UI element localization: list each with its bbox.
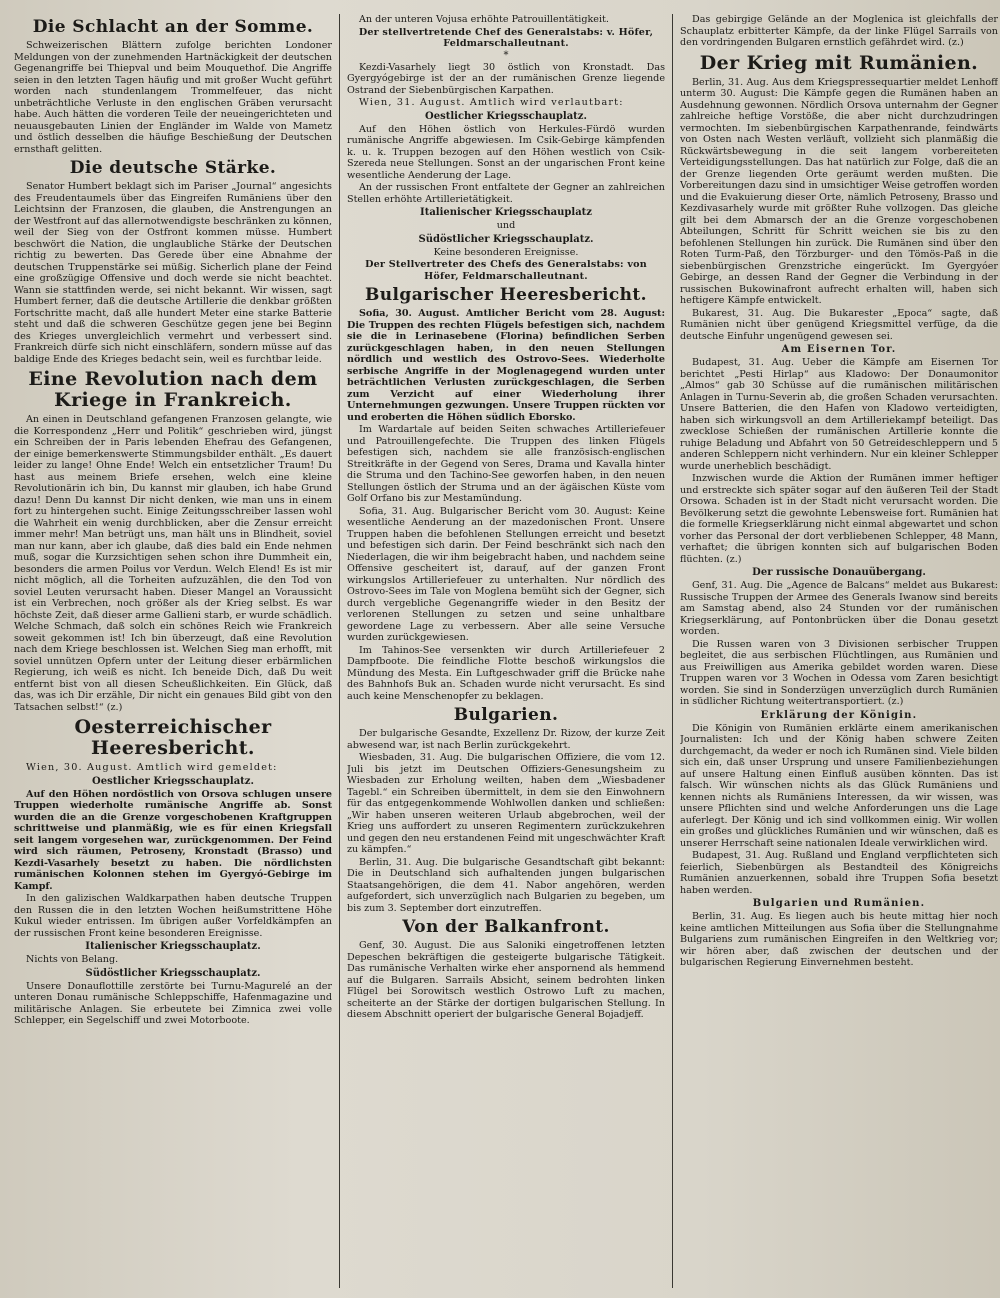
subheading: Oestlicher Kriegsschauplatz. xyxy=(425,110,587,122)
subheading: Der russische Donauübergang. xyxy=(752,567,926,578)
article-paragraph: Berlin, 31. Aug. Aus dem Kriegspressequartier meldet Lenhoff unterm 30. August: Die Kämpfe gegen die Rumänen haben an Ausdehnung gewonnen. Nördlich Orsova unternahm der Gegner zahlreiche heftige Vorstöße, die aber nicht durchzudringen vermochten. Im siebenbürgischen Karpathenrande, feindwärts von Osten nach Westen verläuft, vollzieht sich planmäßig die Rückwärtsbewegung in die seit langem vorbereiteten Verteidigungsstellungen. Das hat natürlich zur Folge, daß die an der Grenze liegenden Orte geräumt werden mußten. Die Vorbereitungen dazu sind in umsichtiger Weise getroffen worden und die Evakuierung dieser Orte, nämlich Petroseny, Brasso und Kezdivasarhely wurde mit größter Ruhe vollzogen. Das gleiche gilt bei dem Abmarsch der an die Grenze vorgeschobenen Abteilungen, Schritt für Schritt weichen sie bis zu den befohlenen Stellungen hin zurück. Die Rumänen sind über den Roten Turm-Paß, den Törzburger- und den Tömös-Paß in die siebenbürgischen Grenzstriche eingerückt. Im Gyergyóer Gebirge, an dessen Rand der Gegner die Verbindung in der russischen Bukowinafront aufrecht erhalten will, haben sich heftigere Kämpfe entwickelt. xyxy=(680,76,998,306)
subheading-connector: und xyxy=(496,220,516,231)
column-3 xyxy=(680,14,998,1288)
subheading: Südöstlicher Kriegsschauplatz. xyxy=(85,967,261,979)
article-paragraph: Budapest, 31. Aug. Ueber die Kämpfe am Eisernen Tor berichtet „Pesti Hirlap“ aus Kladowo: Der Donaumonitor „Almos“ gab 30 Schüsse auf die rumänischen militärischen Anlagen in Turnu-Severin ab, die großen Schaden verursachten. Unsere Batterien, die den Hafen von Kladowo verteidigten, haben sich wirkungsvoll an dem Artilleriekampf beteiligt. Das zwecklose Schießen der rumänischen Artillerie konnte die ruhige Beladung und Abfahrt von 50 Getreideschleppern und 5 anderen Schleppern nicht verhindern. Nur ein kleiner Schlepper wurde unerheblich beschädigt. xyxy=(680,357,998,472)
subheading: Italienischer Kriegsschauplatz. xyxy=(85,941,261,952)
article-paragraph: Im Tahinos-See versenkten wir durch Artilleriefeuer 2 Dampfboote. Die feindliche Flotte beschoß wirkungslos die Mündung des Mesta. Ein Luftgeschwader griff die Brücke nahe des Bahnhofs Buk an. Schaden wurde nicht verursacht. Es sind auch keine Menschenopfer zu beklagen. xyxy=(347,644,665,702)
article-paragraph: Bukarest, 31. Aug. Die Bukarester „Epoca“ sagte, daß Rumänien nicht über genügend Kriegsmittel verfüge, da die deutsche Einfuhr ungenügend gewesen sei. xyxy=(680,307,998,342)
subheading: Italienischer Kriegsschauplatz xyxy=(420,207,592,218)
article-paragraph: Unsere Donauflottille zerstörte bei Turnu-Magurelé an der unteren Donau rumänische Schleppschiffe, Hafenmagazine und militärische Anlagen. Sie erbeutete bei Zimnica zwei volle Schlepper, ein Segelschiff und zwei Motorboote. xyxy=(14,980,332,1026)
article-paragraph: Auf den Höhen östlich von Herkules-Fürdö wurden rumänische Angriffe abgewiesen. Im Csik-Gebirge kämpfenden k. u. k. Truppen bezogen auf den Höhen westlich von Csik-Szereda neue Stellungen. Sonst an der ungarischen Front keine wesentliche Aenderung der Lage. xyxy=(347,123,665,181)
signature: Der stellvertretende Chef des Generalstabs: v. Höfer, Feldmarschalleutnant. xyxy=(358,26,654,49)
subheading: Bulgarien und Rumänien. xyxy=(752,898,926,909)
headline-somme: Die Schlacht an der Somme. xyxy=(32,17,314,37)
article-paragraph: An der unteren Vojusa erhöhte Patrouillentätigkeit. xyxy=(359,14,609,25)
article-paragraph: Der bulgarische Gesandte, Exzellenz Dr. Rizow, der kurze Zeit abwesend war, ist nach Berlin zurückgekehrt. xyxy=(347,728,665,751)
column-1 xyxy=(14,14,332,1288)
headline-bulgarischer-bericht: Bulgarischer Heeresbericht. xyxy=(365,285,647,305)
separator-asterisk: * xyxy=(503,49,509,61)
article-paragraph: Berlin, 31. Aug. Die bulgarische Gesandtschaft gibt bekannt: Die in Deutschland sich aufhaltenden jungen bulgarischen Staatsangehörigen, die dem 41. Nabor angehören, werden aufgefordert, sich unverzüglich nach Bulgarien zu begeben, um bis zum 3. September dort einzutreffen. xyxy=(347,856,665,914)
article-paragraph: Genf, 31. Aug. Die „Agence de Balcans“ meldet aus Bukarest: Russische Truppen der Armee des Generals Iwanow sind bereits am Samstag abend, also 24 Stunden vor der rumänischen Kriegserklärung, auf Pontonbrücken über die Donau gesetzt worden. xyxy=(680,580,998,637)
column-rule xyxy=(672,14,673,1288)
article-paragraph: An der russischen Front entfaltete der Gegner an zahlreichen Stellen erhöhte Artillerietätigkeit. xyxy=(347,182,665,205)
article-paragraph: Die Königin von Rumänien erklärte einem amerikanischen Journalisten: Ich und der König haben schwere Zeiten durchgemacht, da weder er noch ich Rumänen sind. Viele bilden sich ein, daß unser Ursprung und unsere Familienbeziehungen auf unsere Haltung einen Einfluß ausüben könnten. Das ist falsch. Wir wünschen nichts als das Glück Rumäniens und kennen nichts als Rumäniens Interessen, da wir wissen, was unsere Pflichten sind und welche Anforderungen uns die Lage auferlegt. Der König und ich sind vollkommen einig. Wir wollen ein großes und glückliches Rumänien und wir wünschen, daß es unserer Herrschaft seine nationalen Ideale verwirklichen wird. xyxy=(680,722,998,849)
headline-balkanfront: Von der Balkanfront. xyxy=(402,917,610,937)
headline-bulgarien: Bulgarien. xyxy=(453,705,559,725)
dateline: Wien, 30. August. Amtlich wird gemeldet: xyxy=(26,762,278,773)
article-paragraph: Die Russen waren von 3 Divisionen serbischer Truppen begleitet, die aus serbischen Flüchtlingen, aus Rumänien und aus Freiwilligen aus Amerika gebildet worden waren. Diese Truppen waren vor 3 Wochen in Odessa vom Zaren besichtigt worden. Sie sind in Sonderzügen unverzüglich durch Rumänien in südlicher Richtung weitertransportiert. (z.) xyxy=(680,638,998,707)
headline-deutsche-staerke: Die deutsche Stärke. xyxy=(69,158,277,178)
article-paragraph: Schweizerischen Blättern zufolge berichten Londoner Meldungen von der zunehmenden Hartnäckigkeit der deutschen Gegenangriffe bei Thiepval und beim Mouquethof. Die Angriffe seien in den letzten Tagen häufig und mit großer Wucht geführt worden nach stundenlangem Trommelfeuer, das nicht unbeträchtliche Verluste in den englischen Gräben verursacht habe. Auch hätten die vorderen Teile der neueingerichteten und neuausgebauten Linien der Engländer im Walde von Mametz und östlich desselben die häufige Beschießung der Deutschen ernsthaft gelitten. xyxy=(14,40,332,155)
article-paragraph: Kezdi-Vasarhely liegt 30 östlich von Kronstadt. Das Gyergyógebirge ist der an der rumänischen Grenze liegende Ostrand der Siebenbürgischen Karpathen. xyxy=(347,61,665,96)
article-paragraph: In den galizischen Waldkarpathen haben deutsche Truppen den Russen die in den letzten Wochen heißumstrittene Höhe Kukul wieder entrissen. Im übrigen außer Vorfeldkämpfen an der russischen Front keine besonderen Ereignisse. xyxy=(14,893,332,939)
article-paragraph: Keine besonderen Ereignisse. xyxy=(433,246,579,258)
article-paragraph: An einen in Deutschland gefangenen Franzosen gelangte, wie die Korrespondenz „Herr und Politik“ geschrieben wird, jüngst ein Schreiben der in Paris lebenden Ehefrau des Gefangenen, der einige bemerkenswerte Stimmungsbilder enthält. „Es dauert leider zu lange! Ohne Ende! Welch ein entsetzlicher Traum! Du hast aus meinem Briefe ersehen, welch eine kleine Revolutionärin ich bin, Du kannst mir glauben, ich habe Grund dazu! Denn Du kannst Dir nicht denken, wie man uns in einem fort zu hintergehen sucht. Einige Zeitungsschreiber lassen wohl die Wahrheit ein wenig durchblicken, aber die Zensur erreicht immer mehr! Man betrügt uns, man hält uns in Blindheit, soviel man nur kann, aber ich glaube, daß dies bald ein Ende nehmen muß, sogar die Kurzsichtigen sehen schon ihre Dummheit ein, besonders die armen Poilus vor Verdun. Welch Elend! Es ist mir nicht möglich, all die Torheiten aufzuzählen, die den Tod von soviel Leuten verursacht haben. Dieser Mangel an Voraussicht ist ein Verbrechen, noch größer als der Krieg selbst. Es war höchste Zeit, daß dieser arme Gallieni starb, er wurde schädlich. Welche Schmach, daß solch ein schönes Reich wie Frankreich soweit gekommen ist! Ich bin überzeugt, daß eine Revolution nach dem Kriege beschlossen ist. Welchen Sieg man erhofft, mit soviel unnützen Opfern unter der Leitung dieser erbärmlichen Regierung, ich weiß es nicht. Ich beneide Dich, daß Du weit entfernt bist von all diesen Scheußlichkeiten. Ein Glück, daß das, was ich Dir erzähle, Dir nicht ein genaues Bild gibt von den Tatsachen selbst!“ (z.) xyxy=(14,414,332,713)
article-paragraph: Budapest, 31. Aug. Rußland und England verpflichteten sich feierlich, Siebenbürgen als Bestandteil des Königreichs Rumänien anzuerkennen, sobald ihre Truppen Sofia besetzt haben werden. xyxy=(680,850,998,896)
article-paragraph: Inzwischen wurde die Aktion der Rumänen immer heftiger und erstreckte sich später sogar auf den äußeren Teil der Stadt Orsowa. Schaden ist in der Stadt nicht verursacht worden. Die Bevölkerung setzt die gewohnte Lebensweise fort. Rumänien hat die formelle Kriegserklärung nicht einmal abgewartet und schon vorher das Personal der dort verbliebenen Schlepper, 48 Mann, verhaftet; die übrigen konnten sich auf bulgarischen Boden flüchten. (z.) xyxy=(680,473,998,565)
article-paragraph: Senator Humbert beklagt sich im Pariser „Journal“ angesichts des Freudentaumels über das Eingreifen Rumäniens über den Leichtsinn der Franzosen, die glauben, die Anstrengungen an der Westfront auf das allernotwendigste beschränken zu können, weil der Sieg von der Ostfront kommen müsse. Humbert beschwört die Nation, die unglaubliche Stärke der Deutschen richtig zu bewerten. Das Gerede über eine Abnahme der deutschen Truppenstärke sei müßig. Sicherlich plane der Feind eine großzügige Offensive und doch werde sie nicht beachtet. Wann sie stattfinden werde, sei nicht bekannt. Wir wissen, sagt Humbert ferner, daß die deutsche Artillerie die denkbar größten Fortschritte macht, daß alle hundert Meter eine starke Batterie steht und daß die schweren Geschütze gegen jene bei Beginn des Krieges unvergleichlich vermehrt und verbessert sind. Frankreich dürfe sich nicht einschläfern, sondern müsse auf das baldige Ende des Krieges bedacht sein, weil es furchtbar leide. xyxy=(14,181,332,365)
article-paragraph: Auf den Höhen nordöstlich von Orsova schlugen unsere Truppen wiederholte rumänische Angriffe ab. Sonst wurden die an die Grenze vorgeschobenen Kraftgruppen schrittweise und planmäßig, wie es für einen Kriegsfall seit langem vorgesehen war, zurückgenommen. Der Feind wird sich räumen, Petroseny, Kronstadt (Brasso) und Kezdi-Vasarhely besetzt zu haben. Die nördlichsten rumänischen Kolonnen stehen im Gyergyó-Gebirge im Kampf. xyxy=(14,788,332,892)
headline-oesterreichischer-bericht: Oesterreichischer Heeresbericht. xyxy=(74,716,272,759)
subheading: Am Eisernen Tor. xyxy=(781,344,897,355)
article-paragraph: Berlin, 31. Aug. Es liegen auch bis heute mittag hier noch keine amtlichen Mitteilungen aus Sofia über die Stellungnahme Bulgariens zum rumänischen Eingreifen in den Weltkrieg vor; wir hören aber, daß zwischen der deutschen und der bulgarischen Regierung Einvernehmen besteht. xyxy=(680,911,998,968)
article-paragraph: Wiesbaden, 31. Aug. Die bulgarischen Offiziere, die vom 12. Juli bis jetzt im Deutschen Offiziers-Genesungsheim zu Wiesbaden zur Erholung weilten, haben dem „Wiesbadener Tagebl.“ ein Schreiben übermittelt, in dem sie den Einwohnern für das entgegenkommende Wohlwollen danken und schließen: „Wir haben unseren weiteren Urlaub abgebrochen, weil der Krieg uns auffordert zu unseren Regimentern zurückzukehren und gegen den neu erstandenen Feind mit ungeschwächter Kraft zu kämpfen.“ xyxy=(347,752,665,855)
article-paragraph: Nichts von Belang. xyxy=(26,954,119,965)
dateline: Wien, 31. August. Amtlich wird verlautbart: xyxy=(359,97,624,108)
column-rule xyxy=(339,14,340,1288)
column-layout xyxy=(14,14,998,1288)
article-paragraph: Das gebirgige Gelände an der Moglenica ist gleichfalls der Schauplatz erbitterter Kämpfe, da der linke Flügel Sarrails von den vordringenden Bulgaren ernstlich gefährdet wird. (z.) xyxy=(680,14,998,48)
column-2 xyxy=(347,14,665,1288)
signature: Der Stellvertreter des Chefs des Generalstabs: von Höfer, Feldmarschalleutnant. xyxy=(365,259,647,282)
article-paragraph: Sofia, 30. August. Amtlicher Bericht vom 28. August: Die Truppen des rechten Flügels befestigen sich, nachdem sie die in Lerinasebene (Florina) befindlichen Serben zurückgeschlagen haben, in den neuen Stellungen nördlich und westlich des Ostrovo-Sees. Wiederholte serbische Angriffe in der Moglenagegend wurden unter beträchtlichen Verlusten zurückgeschlagen, die Serben zum Verzicht auf einer Wiederholung ihrer Unternehmungen gezwungen. Unsere Truppen rückten vor und eroberten die Höhen südlich Eborsko. xyxy=(347,308,665,423)
headline-revolution: Eine Revolution nach dem Kriege in Frankreich. xyxy=(28,368,318,411)
article-paragraph: Im Wardartale auf beiden Seiten schwaches Artilleriefeuer und Patrouillengefechte. Die Truppen des linken Flügels befestigen sich, nachdem sie alle französisch-englischen Streitkräfte in der Gegend von Seres, Drama und Kavalla hinter die Struma und den Tachino-See geworfen haben, in den neuen Stellungen östlich der Struma und an der ägäischen Küste vom Golf Orfano bis zur Mestamündung. xyxy=(347,424,665,504)
headline-krieg-rumaenien: Der Krieg mit Rumänien. xyxy=(699,51,979,74)
subheading: Erklärung der Königin. xyxy=(760,709,918,721)
article-paragraph: Sofia, 31. Aug. Bulgarischer Bericht vom 30. August: Keine wesentliche Aenderung an der mazedonischen Front. Unsere Truppen haben die befohlenen Stellungen erreicht und besetzt und befestigen sich darin. Der Feind beschränkt sich nach den Niederlagen, die wir ihm beigebracht haben, und nachdem seine Offensive gescheitert ist, darauf, auf der ganzen Front wirkungslos Artilleriefeuer zu unterhalten. Nur nördlich des Ostrovo-Sees im Tale von Moglena bemüht sich der Gegner, sich durch vergebliche Gegenangriffe wieder in den Besitz der verlorenen Stellungen zu setzen und seine unhaltbare gewordene Lage zu verbessern. Aber alle seine Versuche wurden zurückgewiesen. xyxy=(347,505,665,643)
subheading: Oestlicher Kriegsschauplatz. xyxy=(92,775,254,787)
subheading: Südöstlicher Kriegsschauplatz. xyxy=(418,233,594,245)
article-paragraph: Genf, 30. August. Die aus Saloniki eingetroffenen letzten Depeschen bekräftigen die gesteigerte bulgarische Tätigkeit. Das rumänische Verhalten wirke eher anspornend als hemmend auf die Bulgaren. Sarrails Absicht, seinem bedrohten linken Flügel bei Sorowitsch westlich Ostrowo Luft zu machen, scheiterte an der Stärke der dortigen bulgarischen Stellung. In diesem Abschnitt operiert der bulgarische General Bojadjeff. xyxy=(347,940,665,1020)
